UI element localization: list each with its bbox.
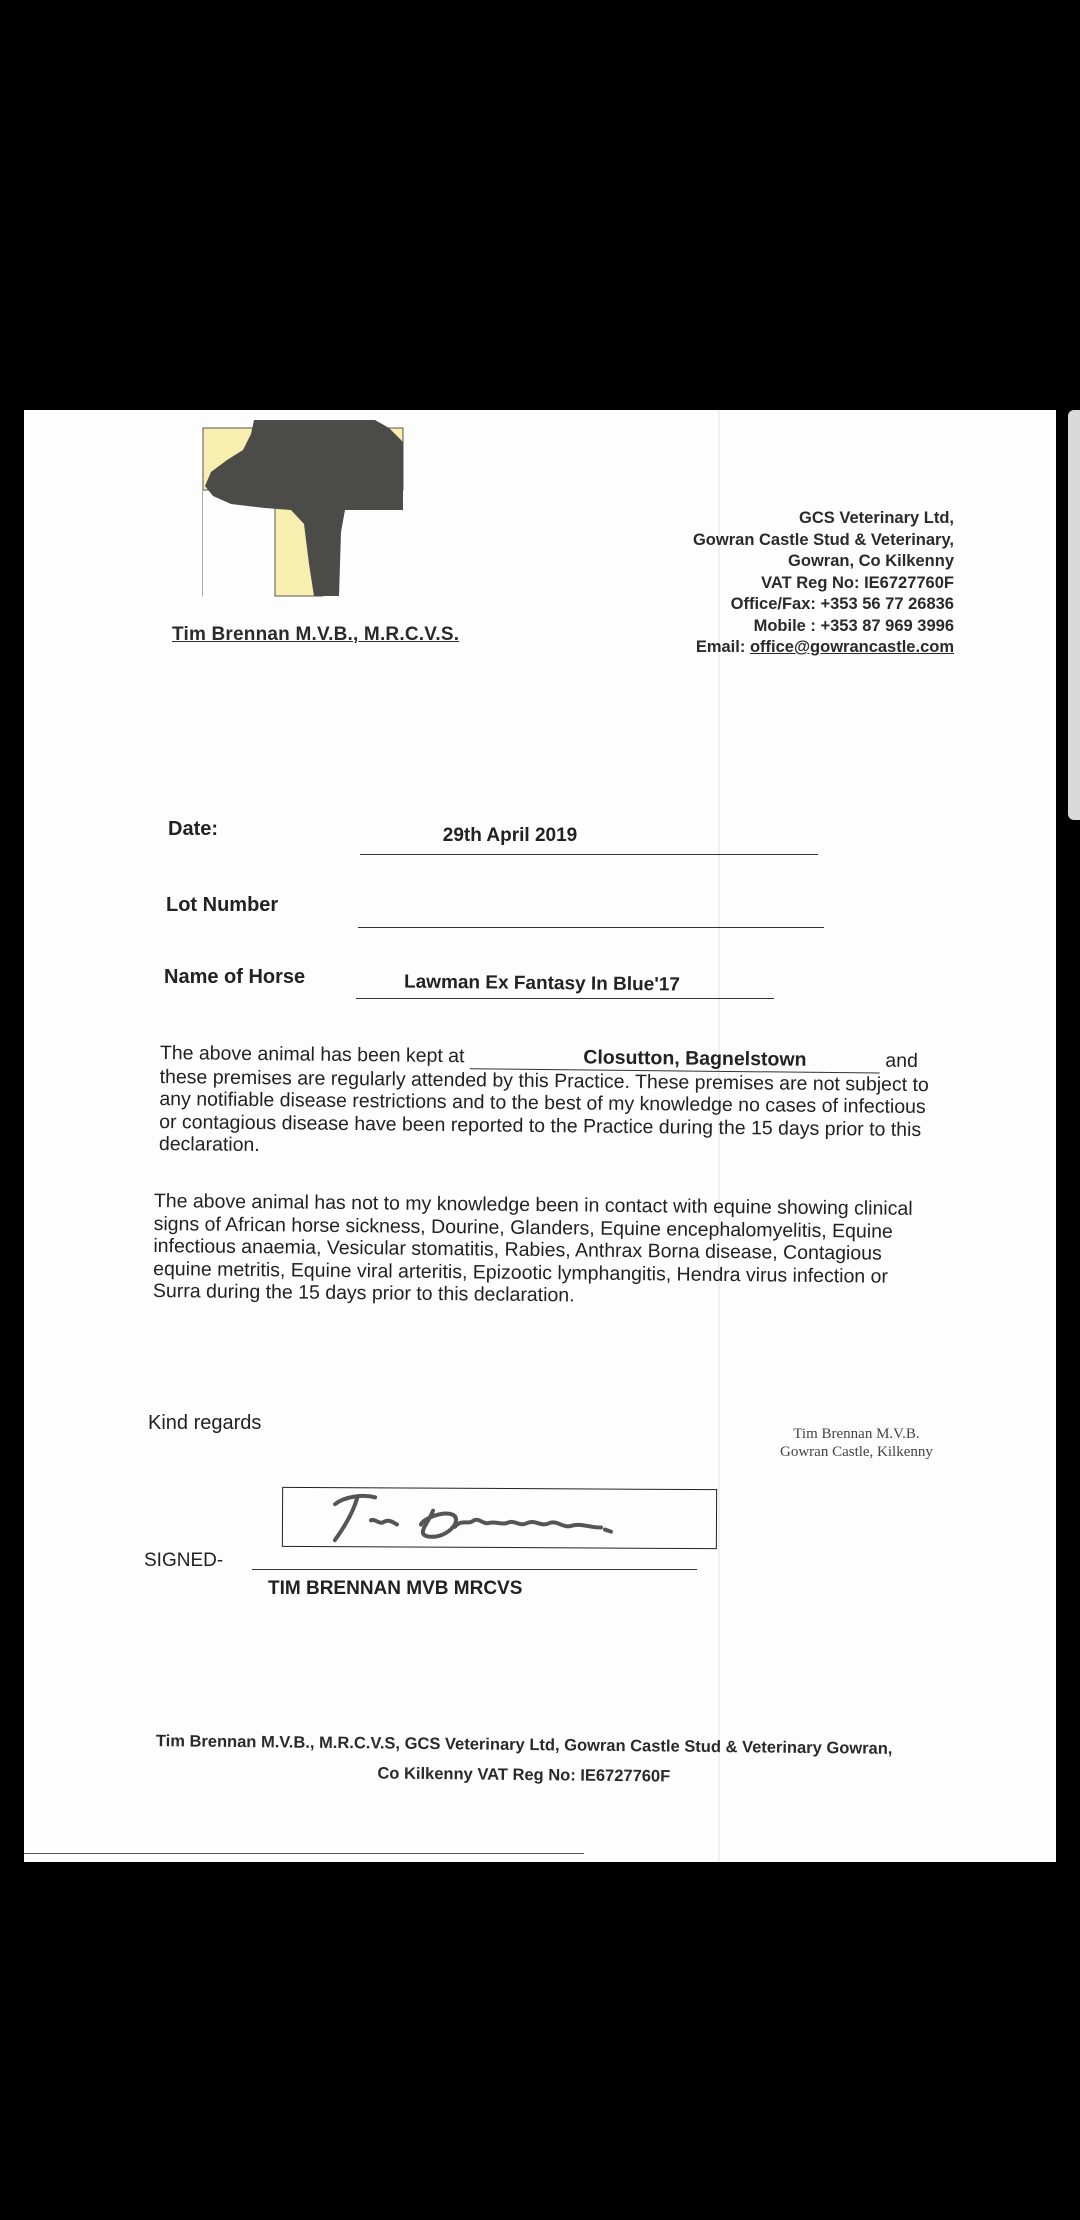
premises-paragraph	[159, 1042, 930, 1164]
stamp-line: Tim Brennan M.V.B.	[793, 1426, 920, 1442]
company-line: Mobile : +353 87 969 3996	[753, 616, 954, 635]
email-label: Email:	[695, 638, 750, 656]
signed-label: SIGNED-	[144, 1550, 224, 1571]
scroll-handle[interactable]	[1068, 410, 1080, 820]
signed-name: TIM BRENNAN MVB MRCVS	[268, 1578, 523, 1599]
horse-name-value: Lawman Ex Fantasy In Blue'17	[403, 971, 681, 996]
horse-name-label: Name of Horse	[164, 966, 306, 988]
company-line: Gowran, Co Kilkenny	[788, 552, 954, 570]
practice-stamp	[780, 1425, 933, 1461]
date-line	[360, 854, 818, 855]
vet-name: Tim Brennan M.V.B., M.R.C.V.S.	[172, 624, 460, 645]
footer-line: Co Kilkenny VAT Reg No: IE6727760F	[377, 1764, 671, 1786]
company-line: GCS Veterinary Ltd,	[799, 509, 954, 527]
horse-name-line	[356, 998, 774, 999]
kind-regards: Kind regards	[148, 1412, 262, 1434]
bottom-rule	[24, 1853, 584, 1854]
footer-line: Tim Brennan M.V.B., M.R.C.V.S, GCS Veterinary Ltd, Gowran Castle Stud & Veterinary Gowran,	[155, 1732, 893, 1758]
premises-place: Closutton, Bagnelstown	[470, 1045, 880, 1073]
company-line: Gowran Castle Stud & Veterinary,	[692, 530, 954, 549]
signature-line	[252, 1569, 697, 1570]
premises-prefix: The above animal has been kept at	[159, 1042, 465, 1068]
gowran-castle-logo-icon	[177, 414, 427, 600]
company-line: VAT Reg No: IE6727760F	[761, 573, 954, 592]
contact-declaration-paragraph: The above animal has not to my knowledge been in contact with equine showing clinical signs of African horse sickness, Dourine, Glanders, Equine encephalomyelitis, Equine infectious anaemia, Vesicular stomatitis, Rabies, Anthrax Borna disease, Contagious equine metritis, Equine viral arteritis, Epizootic lymphangitis, Hendra virus infection or Surra during the 15 days prior to this declaration.	[152, 1190, 913, 1307]
document-page	[24, 410, 1056, 1862]
handwritten-signature-icon	[283, 1488, 716, 1548]
lot-number-label: Lot Number	[166, 894, 279, 916]
footer	[104, 1726, 945, 1795]
signature-box	[282, 1487, 717, 1549]
company-details	[693, 508, 954, 659]
company-line: Office/Fax: +353 56 77 26836	[730, 595, 954, 613]
date-label: Date:	[168, 818, 219, 840]
premises-text: and these premises are regularly attended by this Practice. These premises are not subject to any notifiable disease restrictions and to the best of my knowledge no cases of infectious or contagious disease have been reported to the Practice during the 15 days prior to this declaration.	[158, 1049, 929, 1157]
email-row	[693, 637, 954, 659]
date-value: 29th April 2019	[442, 825, 578, 846]
email-link[interactable]: office@gowrancastle.com	[749, 638, 954, 656]
stamp-line: Gowran Castle, Kilkenny	[780, 1444, 933, 1460]
lot-number-line	[358, 927, 824, 928]
